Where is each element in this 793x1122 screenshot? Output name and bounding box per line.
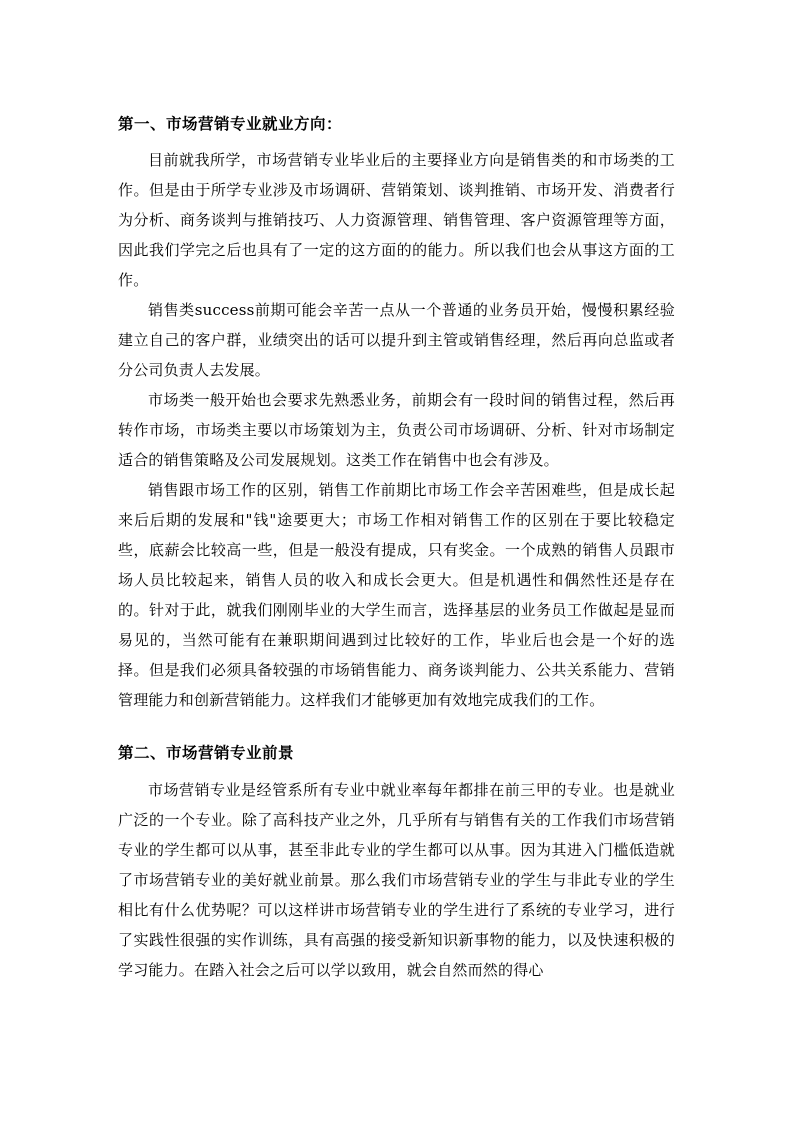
section-employment-direction: [118, 112, 675, 715]
paragraph: 市场营销专业是经管系所有专业中就业率每年都排在前三甲的专业。也是就业广泛的一个专业。除了高科技产业之外，几乎所有与销售有关的工作我们市场营销专业的学生都可以从事，甚至非此专业的学生都可以从事。因为其进入门槛低造就了市场营销专业的美好就业前景。那么我们市场营销专业的学生与非此专业的学生相比有什么优势呢？可以这样讲市场营销专业的学生进行了系统的专业学习，进行了实践性很强的实作训练，具有高强的接受新知识新事物的能力，以及快速积极的学习能力。在踏入社会之后可以学以致用，就会自然而然的得心: [118, 780, 675, 979]
section-heading: 第一、市场营销专业就业方向：: [118, 114, 343, 133]
paragraph: 目前就我所学，市场营销专业毕业后的主要择业方向是销售类的和市场类的工作。但是由于所学专业涉及市场调研、营销策划、谈判推销、市场开发、消费者行为分析、商务谈判与推销技巧、人力资源管理、销售管理、客户资源管理等方面，因此我们学完之后也具有了一定的这方面的的能力。所以我们也会从事这方面的工作。: [118, 151, 675, 290]
paragraph: 市场类一般开始也会要求先熟悉业务，前期会有一段时间的销售过程，然后再转作市场，市场类主要以市场策划为主，负责公司市场调研、分析、针对市场制定适合的销售策略及公司发展规划。这类工作在销售中也会有涉及。: [118, 391, 675, 470]
section-market-prospect: [118, 741, 675, 984]
paragraph: 销售跟市场工作的区别，销售工作前期比市场工作会辛苦困难些，但是成长起来后后期的发展和"钱"途要更大；市场工作相对销售工作的区别在于要比较稳定些，底薪会比较高一些，但是一般没有提成，只有奖金。一个成熟的销售人员跟市场人员比较起来，销售人员的收入和成长会更大。但是机遇性和偶然性还是存在的。针对于此，就我们刚刚毕业的大学生而言，选择基层的业务员工作做起是显而易见的，当然可能有在兼职期间遇到过比较好的工作，毕业后也会是一个好的选择。但是我们必须具备较强的市场销售能力、商务谈判能力、公共关系能力、营销管理能力和创新营销能力。这样我们才能够更加有效地完成我们的工作。: [118, 481, 675, 710]
document-body: [118, 112, 675, 985]
paragraph: 销售类success前期可能会辛苦一点从一个普通的业务员开始，慢慢积累经验建立自己的客户群，业绩突出的话可以提升到主管或销售经理，然后再向总监或者分公司负责人去发展。: [118, 301, 675, 380]
section-heading: 第二、市场营销专业前景: [118, 743, 295, 763]
